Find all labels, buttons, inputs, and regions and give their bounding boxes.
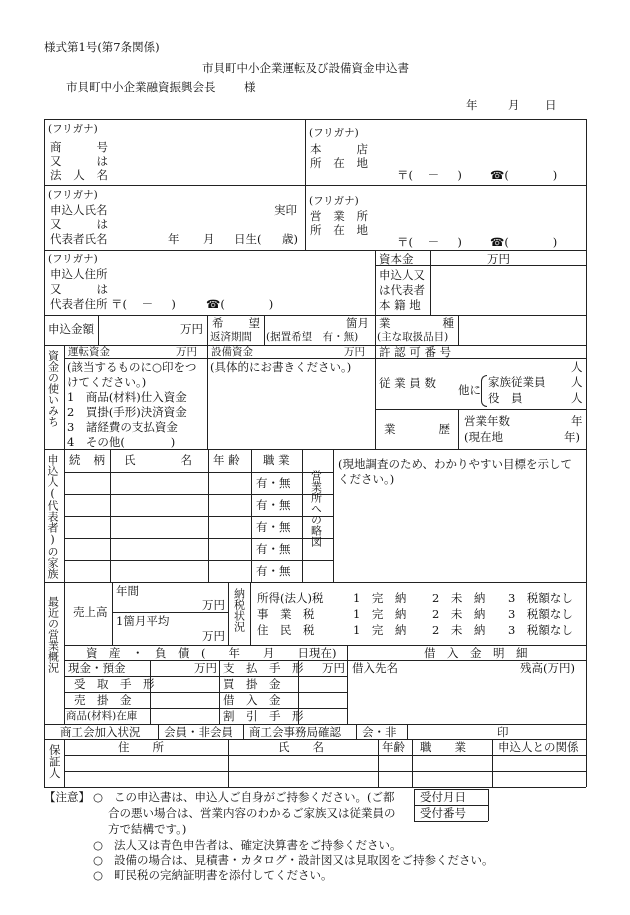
family-employee-unit: 人 xyxy=(571,375,583,389)
guarantor-relation-header: 申込人との関係 xyxy=(498,740,579,754)
balance-label: 残高(万円) xyxy=(520,661,575,675)
license-number-label: 許 認 可 番 号 xyxy=(379,345,452,359)
seal-label: 実印 xyxy=(274,203,297,217)
birth-day-label: 日生( xyxy=(234,232,262,246)
asset-notes-label: 受 取 手 形 xyxy=(74,677,155,691)
address-label-or: 又 は xyxy=(50,282,108,296)
trade-name-label-3: 法 人 名 xyxy=(50,168,108,182)
business-years-unit: 年 xyxy=(571,414,583,428)
employee-total-unit: 人 xyxy=(571,360,583,374)
tax-resident-none: 3 税額なし xyxy=(508,623,573,637)
map-note-2: ください。) xyxy=(338,472,395,486)
guarantor-side-label: 保証人 xyxy=(47,744,62,779)
equipment-fund-unit: 万円 xyxy=(344,346,365,358)
business-type-label: 業 種 xyxy=(379,316,454,330)
head-office-postal: 〒( － ) xyxy=(397,168,462,182)
officer-unit: 人 xyxy=(571,391,583,405)
head-office-label: 本 店 xyxy=(310,142,368,156)
equipment-fund-label: 設備資金 xyxy=(211,346,253,358)
family-row-2-status: 有・無 xyxy=(256,498,291,512)
tax-status-side-label: 納税状況 xyxy=(232,588,246,632)
domicile-label-1: 申込人又 xyxy=(379,268,425,282)
employee-other-label: 他に xyxy=(458,383,481,397)
fund-use-instruction-1: (該当するものに○印をつ xyxy=(67,360,197,374)
liability-discounted-label: 割 引 手 形 xyxy=(223,709,304,723)
note-line-5: 設備の場合は、見積書・カタログ・設計図又は見取図をご持参ください。 xyxy=(114,853,494,867)
phone-icon: ☎ xyxy=(490,168,505,182)
family-row-5-status: 有・無 xyxy=(256,564,291,578)
family-name-header: 氏 名 xyxy=(124,453,192,467)
loan-amount-unit: 万円 xyxy=(180,322,203,336)
family-employee-label: 家族従業員 xyxy=(488,375,546,389)
operating-fund-unit: 万円 xyxy=(176,346,197,358)
annual-sales-label: 年間 xyxy=(116,584,139,598)
asset-inventory-label: 商品(材料)在庫 xyxy=(66,710,138,722)
branch-label: 営 業 所 xyxy=(310,209,368,223)
domicile-label-2: は代表者 xyxy=(379,283,425,297)
tax-business-paid: 1 完 納 xyxy=(353,607,407,621)
employee-count-label: 従 業 員 数 xyxy=(379,376,436,390)
notes-label: 【注意】 xyxy=(44,790,90,804)
business-history-label: 業 歴 xyxy=(384,422,450,436)
guarantor-occupation-header: 職 業 xyxy=(420,740,466,754)
liability-payable-label: 買 掛 金 xyxy=(223,677,281,691)
asset-cash-label: 現金・預金 xyxy=(68,661,126,675)
chamber-seal-label: 印 xyxy=(497,725,509,739)
officer-label: 役 員 xyxy=(488,391,523,405)
lender-name-label: 借入先名 xyxy=(352,661,398,675)
business-years-label: 営業年数 xyxy=(464,414,510,428)
chamber-membership-status: 会員・非会員 xyxy=(164,725,233,739)
note-line-6: 町民税の完納証明書を添付してください。 xyxy=(114,868,333,882)
fund-use-item-4: 4 その他( ) xyxy=(67,435,176,449)
branch-postal: 〒( － ) xyxy=(397,235,462,249)
received-date-label: 受付月日 xyxy=(420,790,466,804)
birth-month-label: 月 xyxy=(203,232,215,246)
current-location-unit: 年) xyxy=(564,430,580,444)
family-side-label: 申込人(代表者)の家族 xyxy=(46,454,59,579)
trade-name-furigana: (フリガナ) xyxy=(48,123,98,135)
fund-use-instruction-2: けてください。) xyxy=(67,375,147,389)
head-office-tel: ☎( ) xyxy=(490,168,558,182)
tax-business-none: 3 税額なし xyxy=(508,607,573,621)
map-note-1: (現地調査のため、わかりやすい目標を示して xyxy=(338,457,573,471)
asset-cash-unit: 万円 xyxy=(194,661,217,675)
capital-unit: 万円 xyxy=(487,252,510,266)
tax-income-paid: 1 完 納 xyxy=(353,591,407,605)
applicant-name-furigana: (フリガナ) xyxy=(48,189,98,201)
note-bullet-2: ○ xyxy=(93,838,104,852)
note-bullet-3: ○ xyxy=(93,853,104,867)
trade-name-label-2: 又 は xyxy=(50,154,108,168)
phone-icon: ☎ xyxy=(490,235,505,249)
map-side-label: 営業所への略図 xyxy=(309,470,323,547)
fund-use-item-3: 3 諸経費の支払資金 xyxy=(67,420,178,434)
fund-use-side-label: 資金の使いみち xyxy=(46,350,60,427)
address-tel: ☎( ) xyxy=(206,297,274,311)
applicant-name-label-or: 又 は xyxy=(50,217,108,231)
note-line-2: 合の悪い場合は、営業内容のわかるご家族又は従業員の xyxy=(108,806,396,820)
address-furigana: (フリガナ) xyxy=(48,253,98,265)
form-number: 様式第1号(第7条関係) xyxy=(44,40,160,54)
phone-icon: ☎ xyxy=(206,297,221,311)
liability-loans-label: 借 入 金 xyxy=(223,693,281,707)
liability-notes-label: 支 払 手 形 xyxy=(223,661,304,675)
domicile-label-3: 本 籍 地 xyxy=(379,298,421,312)
repayment-period-label-2: 返済期間 xyxy=(210,331,252,343)
chamber-membership-label: 商工会加入状況 xyxy=(60,725,141,739)
family-age-header: 年 齢 xyxy=(213,453,240,467)
loan-details-header: 借 入 金 明 細 xyxy=(424,646,528,660)
date-year-label: 年 xyxy=(466,98,478,112)
tax-income-none: 3 税額なし xyxy=(508,591,573,605)
sales-label: 売上高 xyxy=(73,605,108,619)
operating-fund-label: 運転資金 xyxy=(68,346,110,358)
tax-income-name: 所得(法人)税 xyxy=(257,591,324,605)
monthly-sales-unit: 万円 xyxy=(202,629,225,643)
tax-business-unpaid: 2 未 納 xyxy=(432,607,486,621)
assets-liabilities-header: 資 産 ・ 負 債 ( 年 月 日現在) xyxy=(86,646,337,660)
note-line-3: 方で結構です。) xyxy=(108,822,187,836)
repayment-period-label-1: 希 望 xyxy=(212,316,260,330)
employee-brace xyxy=(481,375,487,407)
note-line-1: この申込書は、申込人ご自身がご持参ください。(ご都 xyxy=(114,790,395,804)
addressee: 市貝町中小企業融資振興会長 xyxy=(66,80,216,94)
deferment-label: (据置希望 有・無) xyxy=(266,331,359,343)
note-bullet-1: ○ xyxy=(93,790,104,804)
asset-receivable-label: 売 掛 金 xyxy=(74,693,132,707)
equipment-note: (具体的にお書きください。) xyxy=(210,360,352,374)
guarantor-age-header: 年齢 xyxy=(382,740,405,754)
address-label: 申込人住所 xyxy=(50,267,108,281)
tax-resident-paid: 1 完 納 xyxy=(353,623,407,637)
loan-amount-label: 申込金額 xyxy=(48,322,94,336)
repayment-period-unit: 箇月 xyxy=(346,316,369,330)
birth-year-label: 年 xyxy=(168,232,180,246)
date-day-label: 日 xyxy=(545,98,557,112)
date-month-label: 月 xyxy=(508,98,520,112)
applicant-name-label: 申込人氏名 xyxy=(50,203,108,217)
branch-tel: ☎( ) xyxy=(490,235,558,249)
representative-name-label: 代表者氏名 xyxy=(50,232,108,246)
tax-business-name: 事 業 税 xyxy=(257,607,315,621)
chamber-confirmation-label: 商工会事務局確認 xyxy=(249,725,341,739)
age-label: 歳) xyxy=(282,232,298,246)
recent-business-side-label: 最近の営業概況 xyxy=(46,596,60,673)
tax-resident-name: 住 民 税 xyxy=(257,623,315,637)
head-office-location-label: 所 在 地 xyxy=(310,156,368,170)
family-row-3-status: 有・無 xyxy=(256,520,291,534)
monthly-sales-label: 1箇月平均 xyxy=(116,614,170,628)
fund-use-item-1: 1 商品(材料)仕入資金 xyxy=(67,390,187,404)
chamber-member-status: 会・非 xyxy=(362,725,397,739)
branch-furigana: (フリガナ) xyxy=(309,195,359,207)
fund-use-item-2: 2 買掛(手形)決済資金 xyxy=(67,405,187,419)
family-occupation-header: 職 業 xyxy=(263,453,290,467)
address-postal: 〒( － ) xyxy=(111,297,176,311)
tax-income-unpaid: 2 未 納 xyxy=(432,591,486,605)
family-row-4-status: 有・無 xyxy=(256,542,291,556)
family-relation-header: 続 柄 xyxy=(69,453,105,467)
family-row-1-status: 有・無 xyxy=(256,476,291,490)
current-location-label: (現在地 xyxy=(464,430,503,444)
capital-label: 資本金 xyxy=(379,252,414,266)
note-line-4: 法人又は青色申告者は、確定決算書をご持参ください。 xyxy=(114,838,402,852)
received-number-label: 受付番号 xyxy=(420,806,466,820)
note-bullet-4: ○ xyxy=(93,868,104,882)
form-title: 市貝町中小企業運転及び設備資金申込書 xyxy=(202,61,409,75)
honorific: 様 xyxy=(244,80,256,94)
main-products-label: (主な取扱品目) xyxy=(377,331,449,343)
liability-notes-unit: 万円 xyxy=(322,661,345,675)
guarantor-name-header: 氏 名 xyxy=(278,740,324,754)
trade-name-label-1: 商 号 xyxy=(50,140,108,154)
guarantor-address-header: 住 所 xyxy=(118,740,164,754)
head-office-furigana: (フリガナ) xyxy=(309,127,359,139)
representative-address-label: 代表者住所 xyxy=(50,297,108,311)
branch-location-label: 所 在 地 xyxy=(310,223,368,237)
annual-sales-unit: 万円 xyxy=(202,598,225,612)
tax-resident-unpaid: 2 未 納 xyxy=(432,623,486,637)
